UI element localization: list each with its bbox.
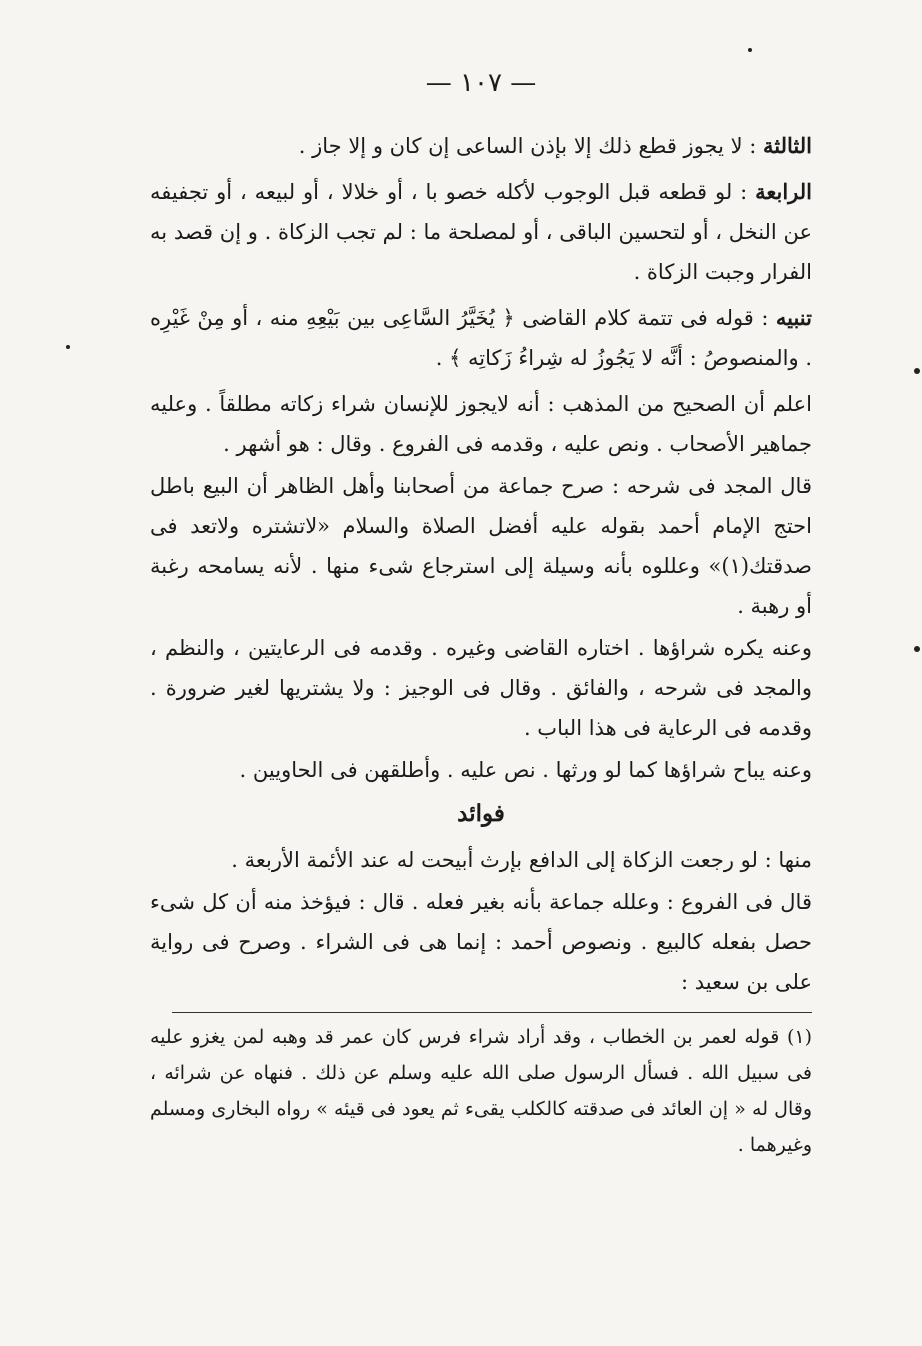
paragraph-text: : لو قطعه قبل الوجوب لأكله خصو با ، أو خلالا ، أو لبيعه ، أو تجفيفه عن النخل ، أو لتحسين الباقى ، أو لمصلحة ما : لم تجب الزكاة . و إن قصد به الفرار وجبت الزكاة . <box>150 180 812 284</box>
paragraph <box>150 750 812 790</box>
paragraph-text: قال المجد فى شرحه : صرح جماعة من أصحابنا وأهل الظاهر أن البيع باطل احتج الإمام أحمد بقوله عليه أفضل الصلاة والسلام «لاتشتره ولاتعد فى صدقتك(١)» وعللوه بأنه وسيلة إلى استرجاع شىء منها . لأنه يسامحه رغبة أو رهبة . <box>150 474 812 618</box>
paragraph <box>150 628 812 748</box>
paragraph-text: : قوله فى تتمة كلام القاضى ﴿ يُخَيَّرُ السَّاعِى بين بَيْعِهِ منه ، أو مِنْ غَيْرِه . والمنصوصُ : أنَّه لا يَجُوزُ له شِراءُ زَكاتِه ﴾ . <box>150 306 812 370</box>
page-number: — ١٠٧ — <box>425 68 537 98</box>
speck-mark <box>66 345 70 349</box>
margin-punch-mark <box>914 646 920 652</box>
paragraph <box>150 840 812 880</box>
paragraph-text: وعنه يكره شراؤها . اختاره القاضى وغيره . وقدمه فى الرعايتين ، والنظم ، والمجد فى شرحه ، والفائق . وقال فى الوجيز : ولا يشتريها لغير ضرورة . وقدمه فى الرعاية فى هذا الباب . <box>150 636 812 740</box>
paragraph-text: قال فى الفروع : وعلله جماعة بأنه بغير فعله . قال : فيؤخذ منه أن كل شىء حصل بفعله كالبيع . ونصوص أحمد : إنما هى فى الشراء . وصرح فى رواية على بن سعيد : <box>150 890 812 994</box>
paragraph-lead: تنبيه <box>775 305 812 330</box>
paragraph <box>150 384 812 464</box>
main-text <box>150 126 812 1002</box>
speck-mark <box>748 48 752 52</box>
paragraph-text: : لا يجوز قطع ذلك إلا بإذن الساعى إن كان و إلا جاز . <box>298 134 764 158</box>
paragraph-third <box>150 126 812 166</box>
footnote-text: (١) قوله لعمر بن الخطاب ، وقد أراد شراء فرس كان عمر قد وهبه لمن يغزو عليه فى سبيل الله . فسأل الرسول صلى الله عليه وسلم عن ذلك . فنهاه عن شرائه ، وقال له « إن العائد فى صدقته كالكلب يقىء ثم يعود فى قيئه » رواه البخارى ومسلم وغيرهما . <box>150 1026 812 1156</box>
paragraph <box>150 882 812 1002</box>
footnote <box>150 1019 812 1163</box>
paragraph-fourth <box>150 172 812 292</box>
paragraph-lead: الرابعة <box>755 179 812 204</box>
paragraph-text: منها : لو رجعت الزكاة إلى الدافع بإرث أبيحت له عند الأئمة الأربعة . <box>231 848 812 872</box>
section-heading: فوائد <box>457 800 505 827</box>
paragraph-text: وعنه يباح شراؤها كما لو ورثها . نص عليه . وأطلقهن فى الحاويين . <box>239 758 812 782</box>
paragraph <box>150 466 812 626</box>
paragraph-text: اعلم أن الصحيح من المذهب : أنه لايجوز للإنسان شراء زكاته مطلقاً . وعليه جماهير الأصحاب . ونص عليه ، وقدمه فى الفروع . وقال : هو أشهر . <box>150 392 812 456</box>
paragraph-lead: الثالثة <box>763 133 812 158</box>
margin-punch-mark <box>914 368 920 374</box>
paragraph-note <box>150 298 812 378</box>
footnote-divider <box>172 1012 812 1013</box>
